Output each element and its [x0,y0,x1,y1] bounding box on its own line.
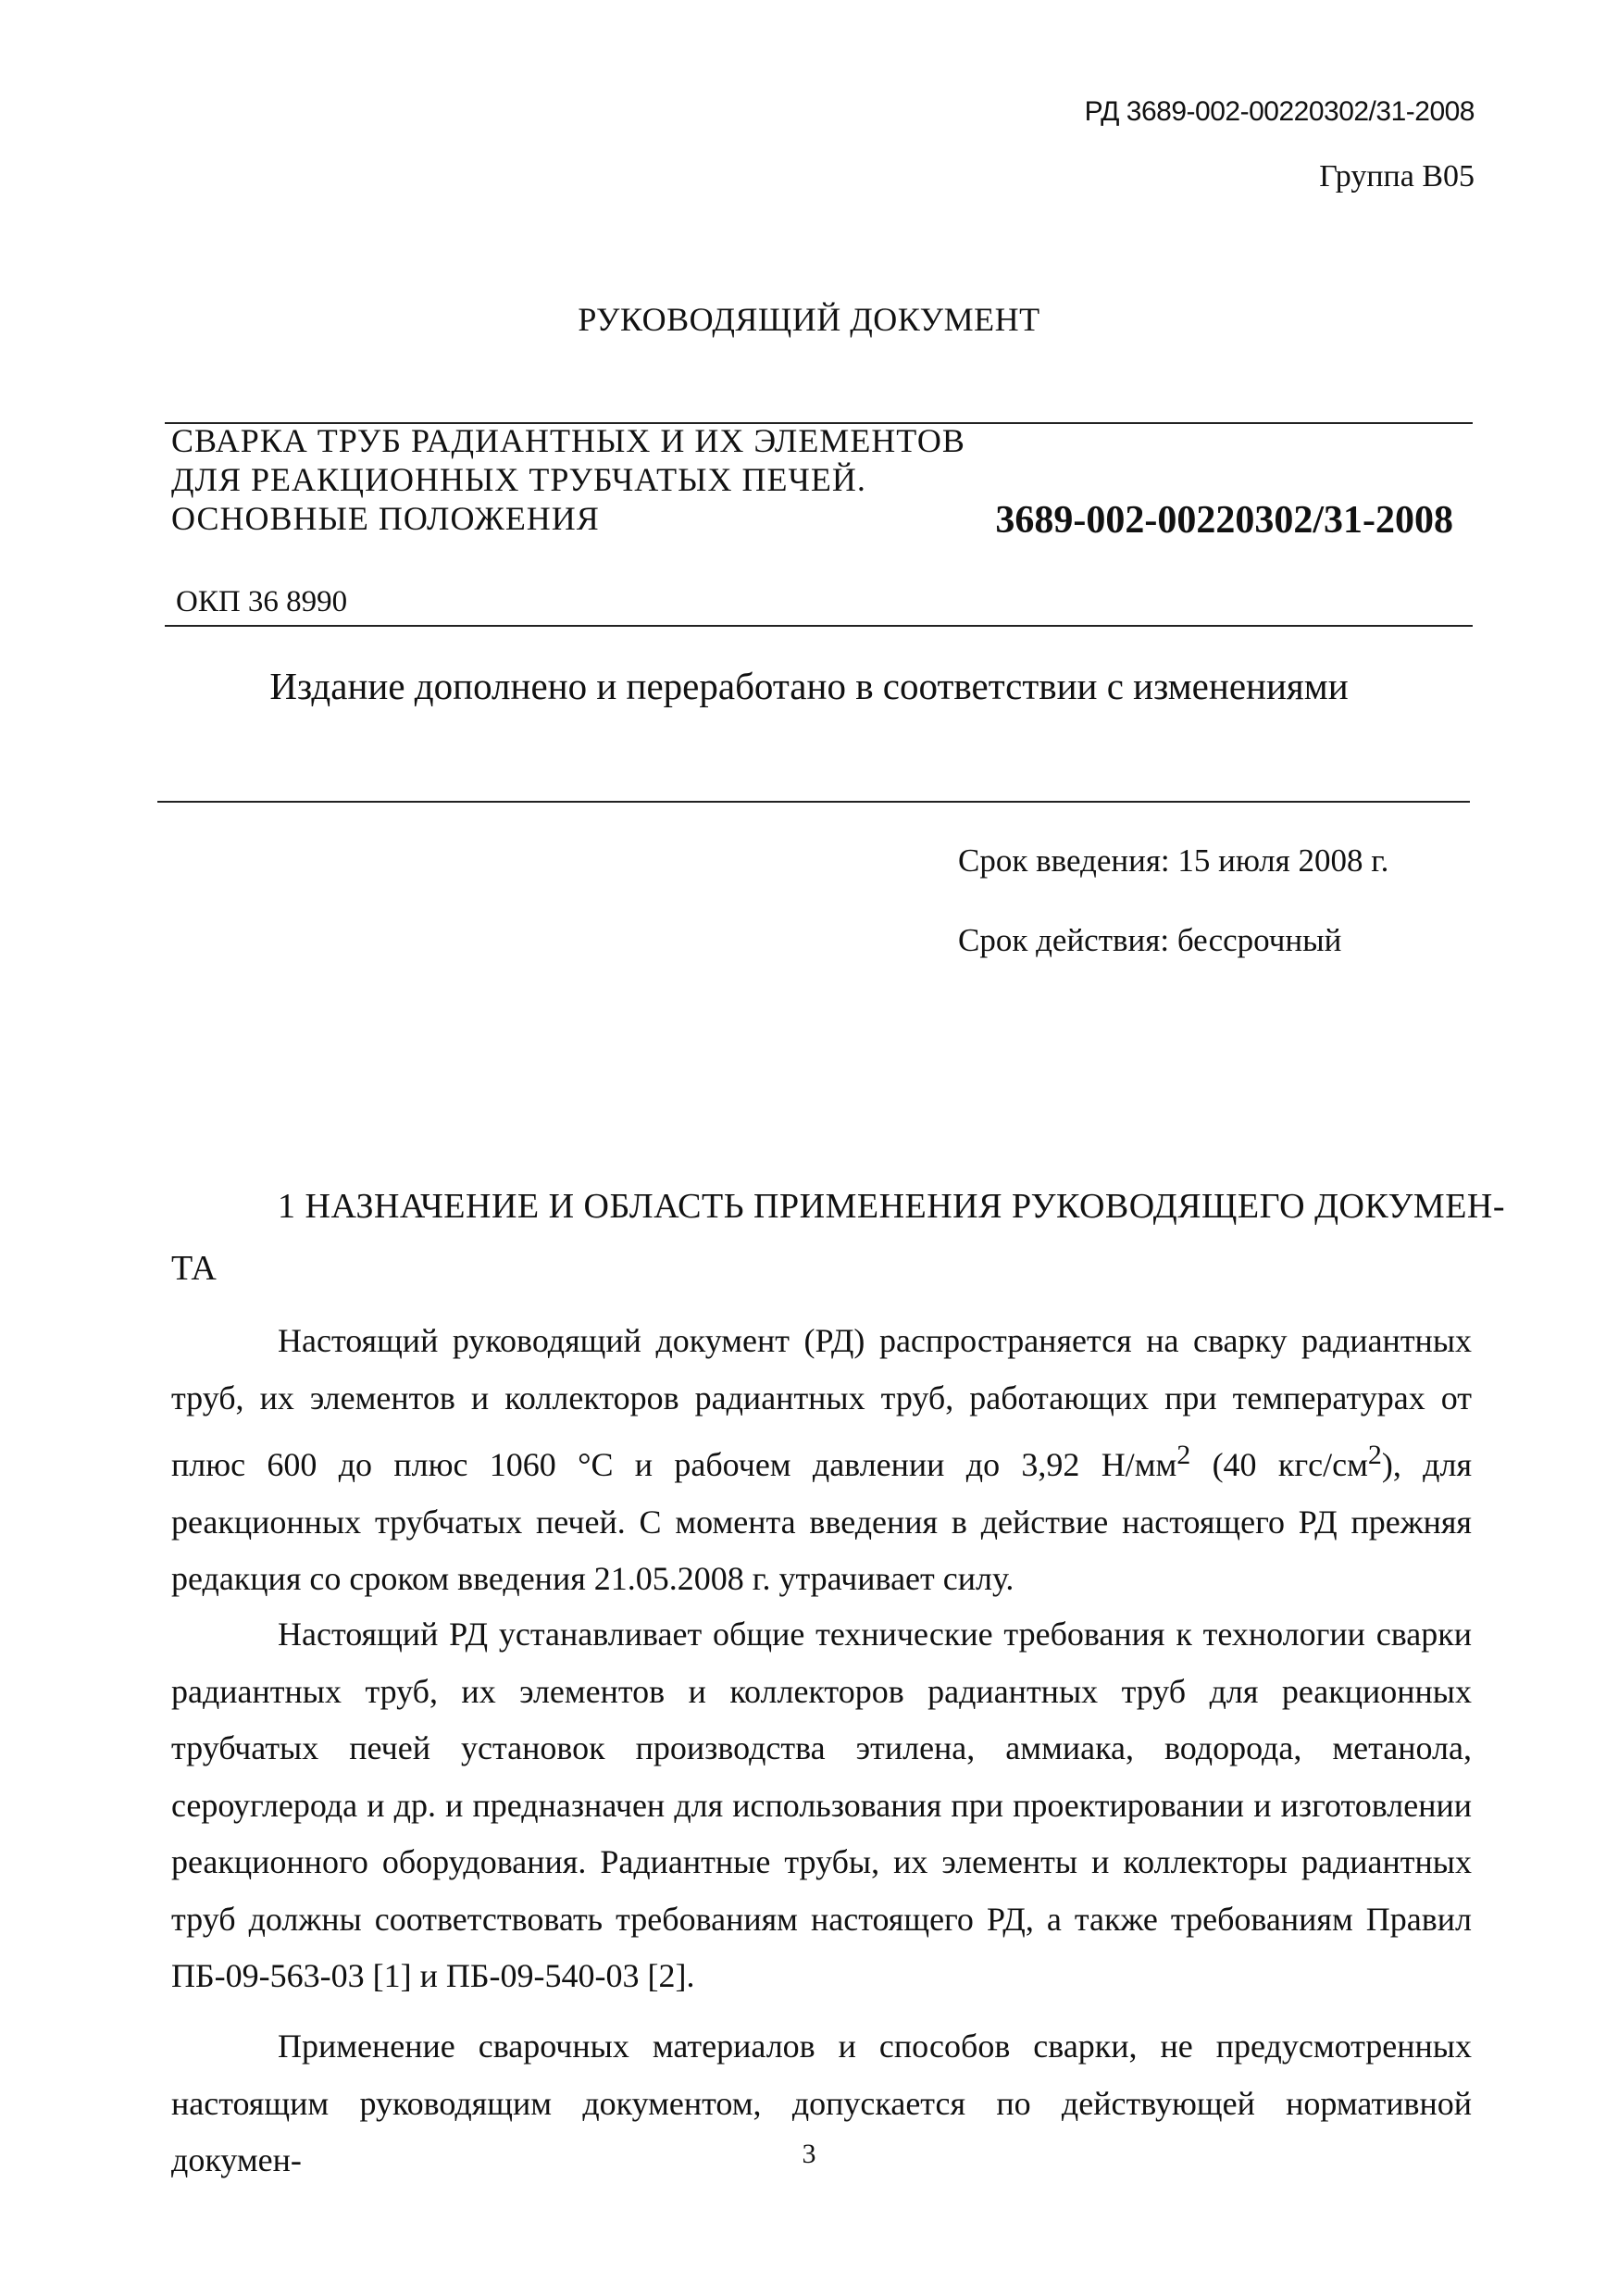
page-number: 3 [802,2139,816,2169]
okp-code: ОКП 36 8990 [176,585,348,618]
section-1-heading-continuation: ТА [171,1249,217,1288]
document-number: 3689-002-00220302/31-2008 [995,499,1453,542]
title-line-2: ДЛЯ РЕАКЦИОННЫХ ТРУБЧАТЫХ ПЕЧЕЙ. [171,461,866,498]
title-line-3: ОСНОВНЫЕ ПОЛОЖЕНИЯ [171,500,600,537]
paragraph-materials: Применение сварочных материалов и способов сварки, не предусмотренных настоящим руководящим документом, допускается по действующей нормативной докумен- [171,2028,1472,2178]
section-1-heading: 1 НАЗНАЧЕНИЕ И ОБЛАСТЬ ПРИМЕНЕНИЯ РУКОВОДЯЩЕГО ДОКУМЕН- [278,1187,1506,1226]
paragraph-requirements: Настоящий РД устанавливает общие технические требования к технологии сварки радиантных труб, их элементов и коллекторов радиантных труб для реакционных трубчатых печей установок производства этилена, аммиака, водорода, метанола, сероуглерода и др. и предназначен для использования при проектировании и изготовлении реакционного оборудования. Радиантные трубы, их элементы и коллекторы радиантных труб должны соответствовать требованиям настоящего РД, а также требованиям Правил ПБ-09-563-03 [1] и ПБ-09-540-03 [2]. [171,1616,1472,1994]
edition-note: Издание дополнено и переработано в соответствии с изменениями [269,665,1349,707]
title-line-1: СВАРКА ТРУБ РАДИАНТНЫХ И ИХ ЭЛЕМЕНТОВ [171,422,965,459]
edition-rule [157,801,1470,803]
superscript-2: 2 [1367,1440,1382,1470]
introduction-date: Срок введения: 15 июля 2008 г. [958,842,1389,879]
validity-period: Срок действия: бессрочный [958,922,1342,958]
document-title [171,421,965,538]
group-code: Группа В05 [1319,159,1475,193]
paragraph-scope-text-b: (40 кгс/см [1190,1446,1368,1483]
document-code-header: РД 3689-002-00220302/31-2008 [1084,96,1475,127]
okp-rule [165,625,1473,627]
document-type-heading: РУКОВОДЯЩИЙ ДОКУМЕНТ [578,301,1040,338]
paragraph-scope [171,1313,1472,1608]
paragraph-scope-text-c: ), для реакционных трубчатых печей. С момента введения в действие настоящего РД прежняя редакция со сроком введения 21.05.2008 г. утрачивает силу. [171,1446,1473,1597]
paragraph-scope-text-a: Настоящий руководящий документ (РД) распространяется на сварку радиантных труб, их элементов и коллекторов радиантных труб, работающих при температурах от плюс 600 до плюс 1060 °С и рабочем давлении до 3,92 Н/мм [171,1322,1472,1483]
superscript-2: 2 [1176,1440,1191,1470]
